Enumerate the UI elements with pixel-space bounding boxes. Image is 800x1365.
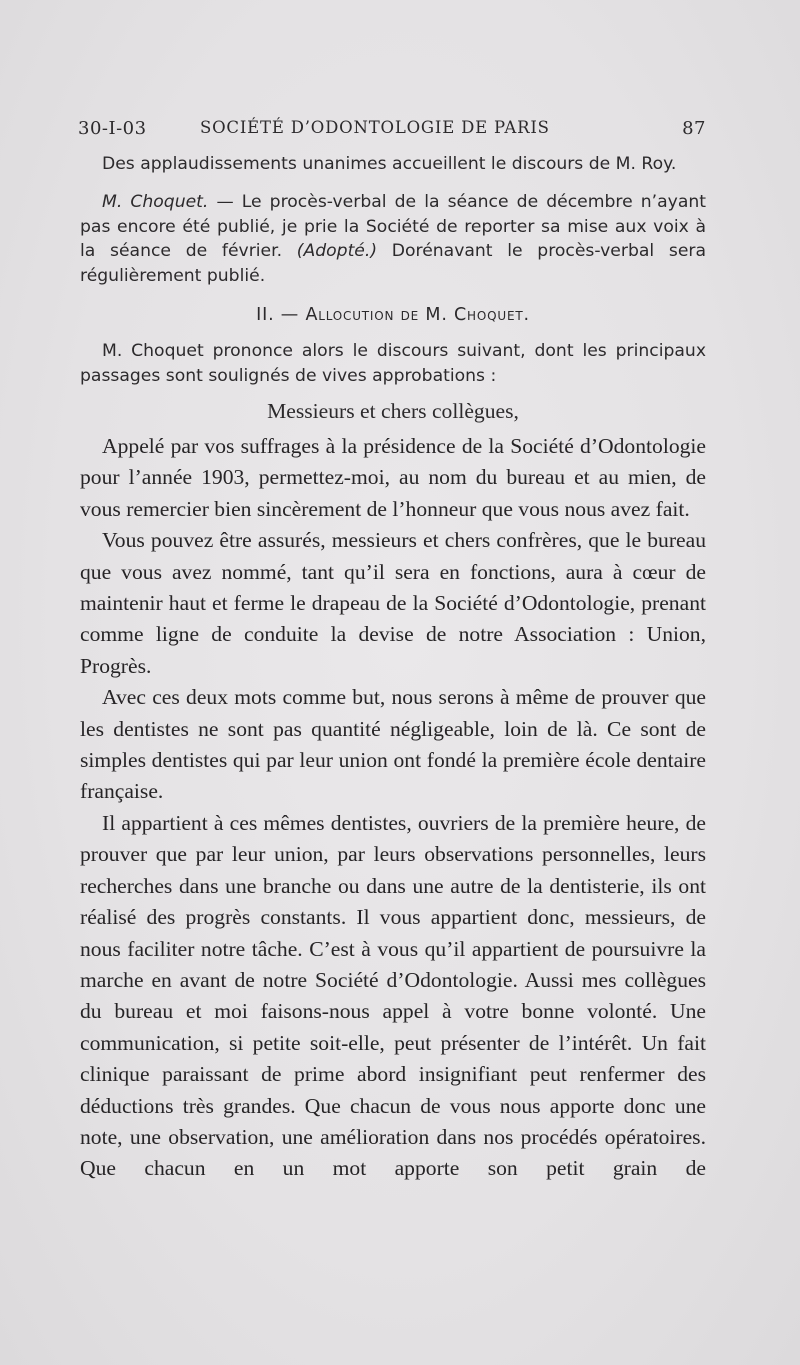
choquet-remark	[80, 190, 706, 288]
speech-paragraph: Il appartient à ces mêmes dentistes, ouvriers de la première heure, de prouver que par leur union, par leurs observations personnelles, leurs recherches dans une branche ou dans une autre de la dentisterie, ils ont réalisé des progrès constants. Il vous appartient donc, messieurs, de nous faciliter notre tâche. C’est à vous qu’il appartient de poursuivre la marche en avant de notre Société d’Odontologie. Aussi mes collègues du bureau et moi faisons-nous appel à votre bonne volonté. Une communication, si petite soit-elle, peut présenter de l’intérêt. Un fait clinique paraissant de prime abord insignifiant peut renfermer des déductions très grandes. Que chacun de vous nous apporte donc une note, une observation, une amélioration dans nos procédés opératoires. Que chacun en un mot apporte son petit grain de	[80, 810, 706, 1181]
remark-text-b: Dorénavant le procès-verbal sera régulièrement publié.	[80, 241, 706, 286]
salutation: Messieurs et chers collègues,	[267, 399, 519, 423]
page-number: 87	[682, 118, 706, 139]
speaker-name: M. Choquet.	[102, 192, 209, 212]
adopted-note: (Adopté.)	[296, 241, 378, 262]
speech-paragraph: Vous pouvez être assurés, messieurs et chers confrères, que le bureau que vous avez nommé, tant qu’il sera en fonctions, aura à cœur de maintenir haut et ferme le drapeau de la Société d’Odontologie, prenant comme ligne de conduite la devise de notre Association : Union, Progrès.	[80, 528, 706, 678]
applause-text: Des applaudissements unanimes accueillent le discours de M. Roy.	[102, 154, 677, 174]
speech-body	[80, 431, 706, 1185]
speech-intro	[80, 339, 706, 388]
section-title: Allocution de M. Choquet.	[305, 305, 530, 325]
speech-paragraph: Avec ces deux mots comme but, nous serons à même de prouver que les dentistes ne sont pas quantité négligeable, loin de là. Ce sont de simples dentistes qui par leur union ont fondé la première école dentaire française.	[80, 685, 706, 804]
running-header	[78, 118, 706, 146]
speech-paragraph: Appelé par vos suffrages à la présidence de la Société d’Odontologie pour l’année 1903, permettez-moi, au nom du bureau et au mien, de vous remercier bien sincèrement de l’honneur que vous nous avez fait.	[80, 434, 706, 521]
applause-line	[80, 152, 706, 177]
header-date: 30-I-03	[78, 118, 147, 139]
speech-intro-text: M. Choquet prononce alors le discours suivant, dont les principaux passages sont soulignés de vives approbations :	[80, 341, 706, 386]
choquet-remark-paragraph	[80, 190, 706, 288]
header-title: SOCIÉTÉ D’ODONTOLOGIE DE PARIS	[200, 118, 550, 137]
remark-text-a: — Le procès-verbal de la séance de décembre n’ayant pas encore été publié, je prie la Société de reporter sa mise aux voix à la séance de février.	[80, 192, 706, 262]
section-heading	[80, 305, 706, 325]
section-number: II. —	[256, 305, 306, 325]
